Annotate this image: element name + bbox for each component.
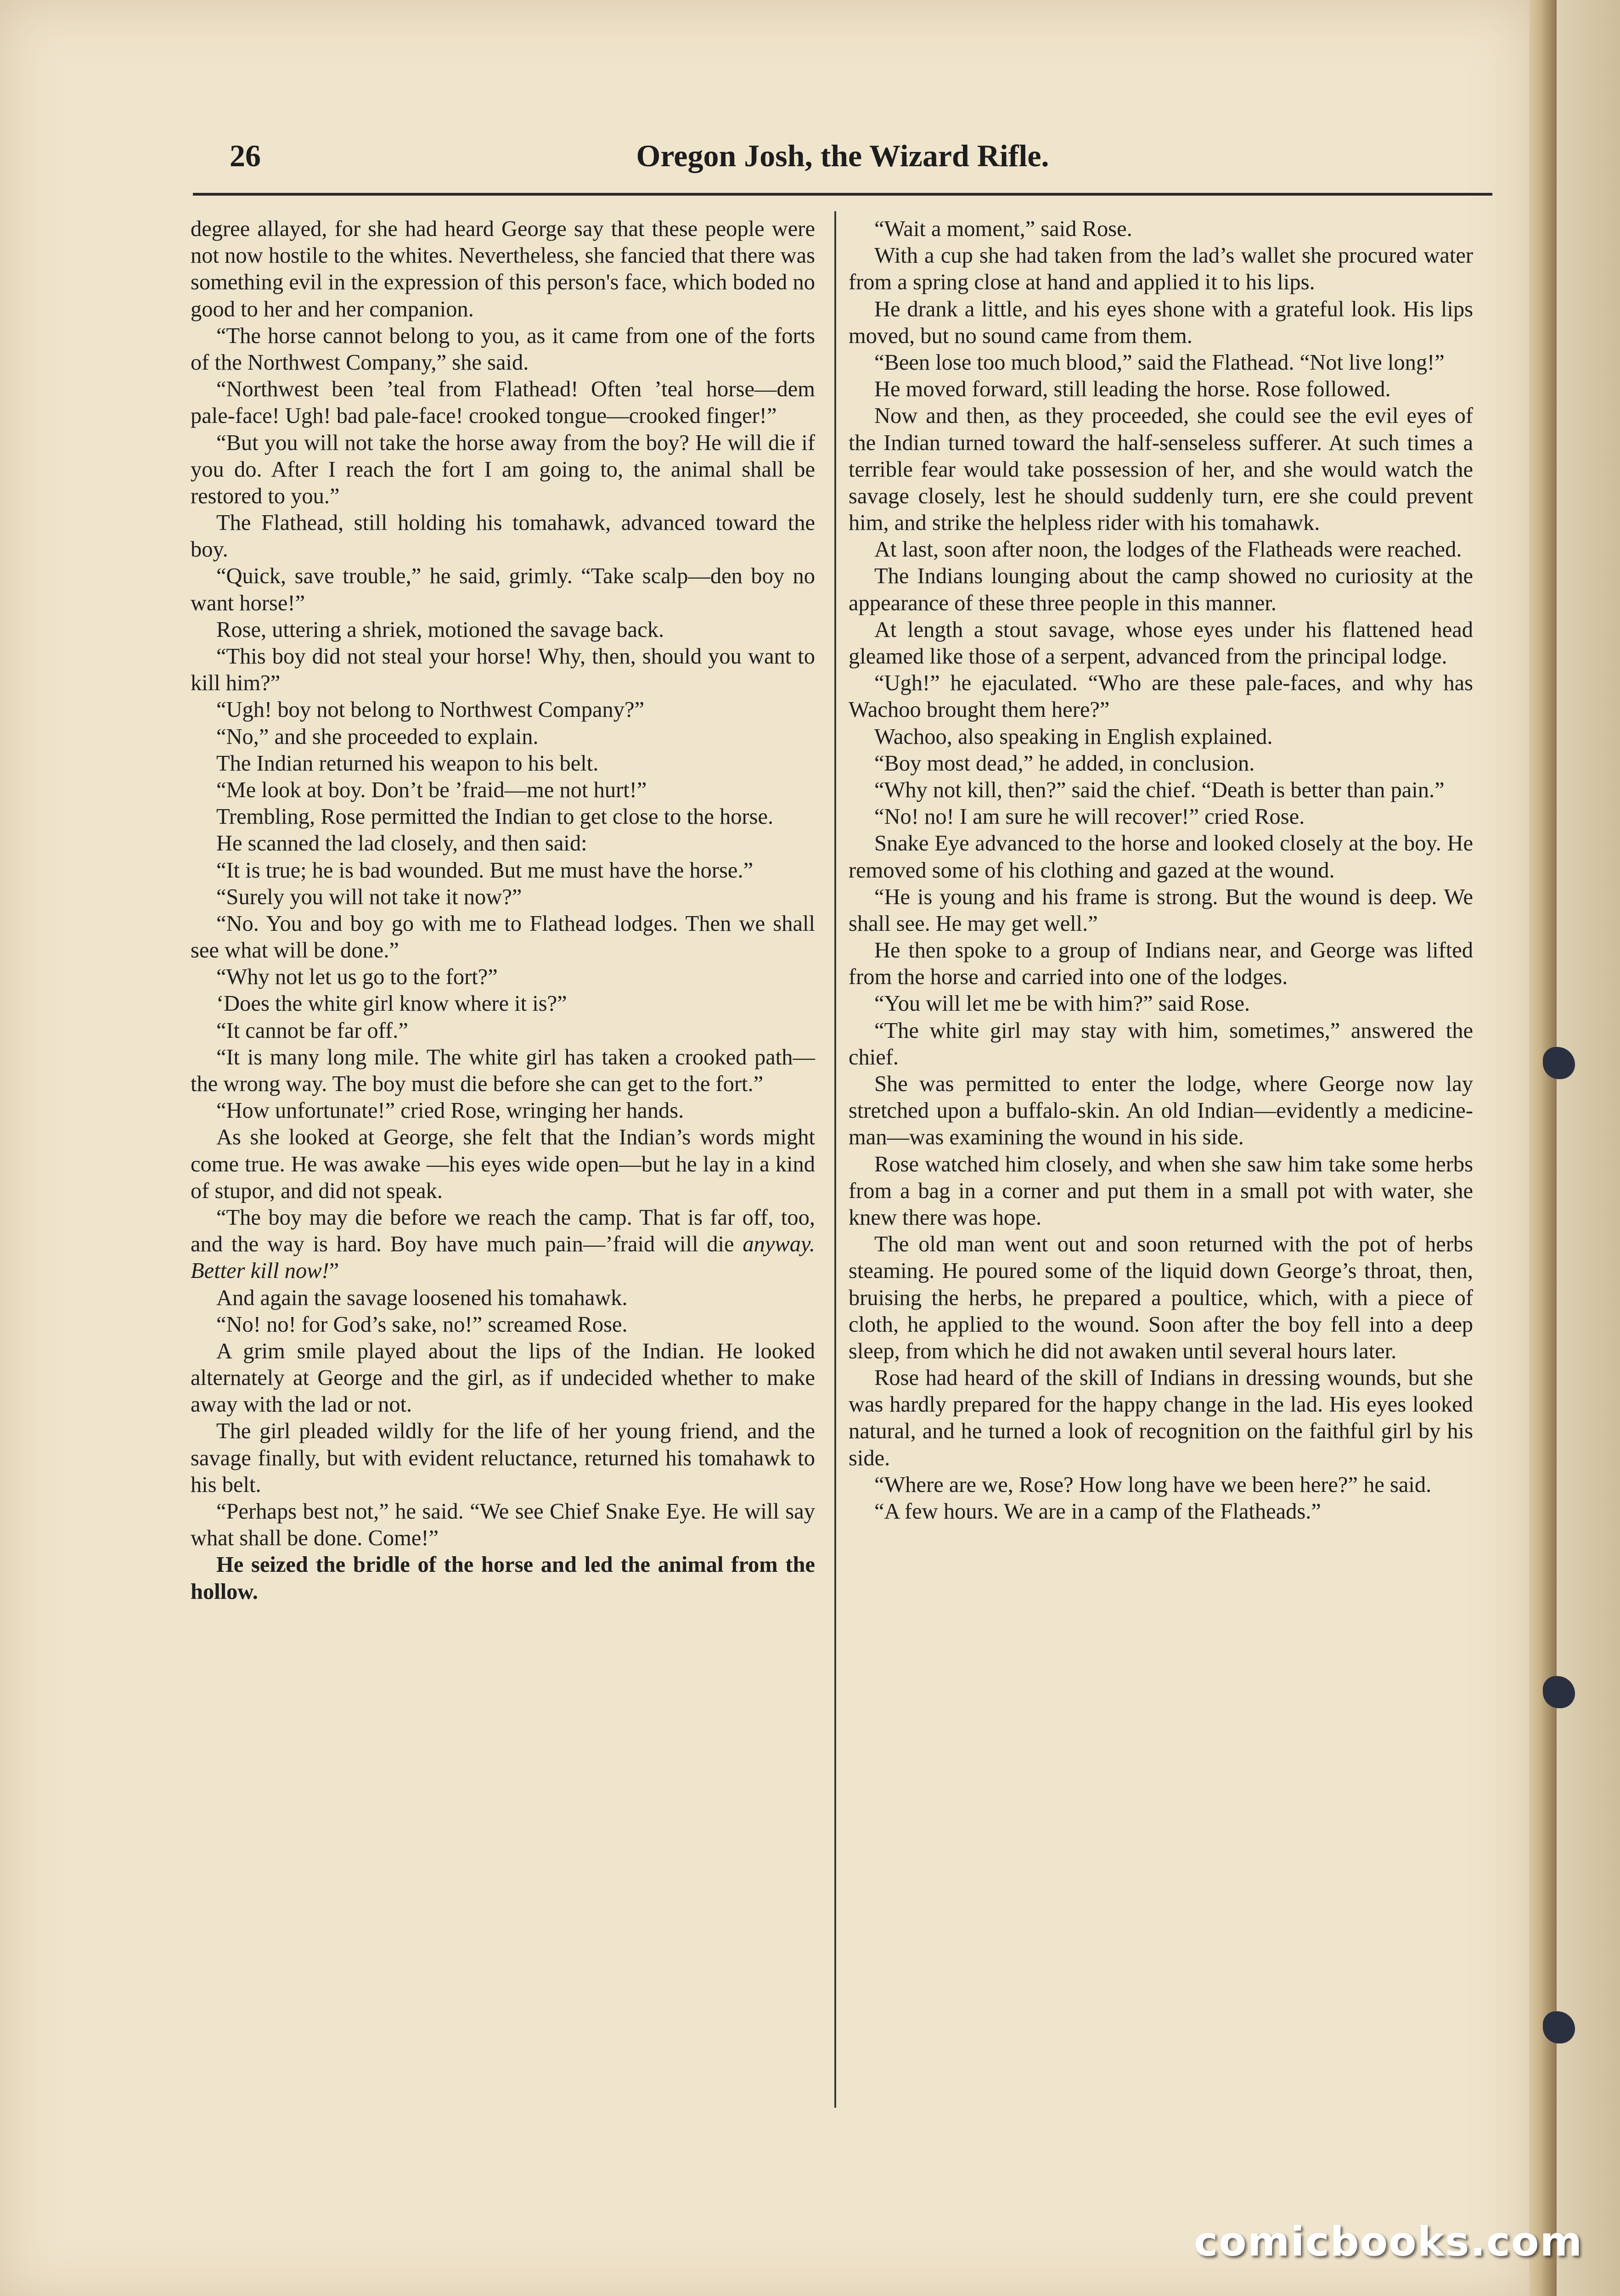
paragraph: “He is young and his frame is strong. But the wound is deep. We shall see. He may get well.”	[849, 884, 1473, 936]
paragraph: Snake Eye advanced to the horse and looked closely at the boy. He removed some of his clothing and gazed at the wound.	[849, 831, 1473, 883]
paragraph: “The horse cannot belong to you, as it came from one of the forts of the Northwest Company,” she said.	[191, 323, 815, 375]
paragraph: “It is many long mile. The white girl has taken a crooked path—the wrong way. The boy must die before she can get to the fort.”	[191, 1045, 815, 1096]
paragraph: “Been lose too much blood,” said the Flathead. “Not live long!”	[874, 350, 1445, 375]
paragraph: The Indians lounging about the camp showed no curiosity at the appearance of these three people in this manner.	[849, 564, 1473, 615]
paragraph: The Indian returned his weapon to his belt.	[216, 751, 599, 776]
paragraph: “You will let me be with him?” said Rose.	[874, 991, 1250, 1016]
paragraph: “Ugh! boy not belong to Northwest Company?”	[216, 698, 645, 722]
paragraph: He then spoke to a group of Indians near, and George was lifted from the horse and carried into one of the lodges.	[849, 938, 1473, 990]
paragraph: “No. You and boy go with me to Flathead lodges. Then we shall see what will be done.”	[191, 911, 815, 963]
paragraph: “Surely you will not take it now?”	[216, 884, 522, 909]
header-rule	[193, 193, 1492, 196]
watermark: comicbooks.com	[1194, 2218, 1583, 2265]
paragraph: “Northwest been ’teal from Flathead! Often ’teal horse—dem pale-face! Ugh! bad pale-face! crooked tongue—crooked finger!”	[191, 377, 815, 428]
paragraph: “Wait a moment,” said Rose.	[874, 217, 1132, 241]
running-title: Oregon Josh, the Wizard Rifle.	[636, 138, 1049, 173]
paragraph: The old man went out and soon returned with the pot of herbs steaming. He poured some of the liquid down George’s throat, then, bruising the herbs, he prepared a poultice, which, with a piece of cloth, he applied to the wound. Soon after the boy fell into a deep sleep, from which he did not awaken until several hours later.	[849, 1232, 1473, 1363]
paragraph: “No,” and she proceeded to explain.	[216, 724, 539, 749]
book-spine	[1529, 0, 1557, 2296]
paragraph: “A few hours. We are in a camp of the Flatheads.”	[874, 1499, 1321, 1524]
paragraph: “Why not kill, then?” said the chief. “Death is better than pain.”	[874, 777, 1445, 802]
page-header	[193, 138, 1492, 188]
paragraph: “Boy most dead,” he added, in conclusion.	[874, 751, 1255, 776]
paragraph: The girl pleaded wildly for the life of her young friend, and the savage finally, but with evident reluctance, returned his tomahawk to his belt.	[191, 1419, 815, 1497]
paragraph: He scanned the lad closely, and then said:	[216, 831, 587, 856]
paragraph: As she looked at George, she felt that the Indian’s words might come true. He was awake —his eyes wide open—but he lay in a kind of stupor, and did not speak.	[191, 1125, 815, 1203]
paragraph: “It cannot be far off.”	[216, 1018, 408, 1043]
paragraph: At length a stout savage, whose eyes under his flattened head gleamed like those of a serpent, advanced from the principal lodge.	[849, 617, 1473, 669]
page-number: 26	[230, 138, 261, 173]
paragraph: “Ugh!” he ejaculated. “Who are these pale-faces, and why has Wachoo brought them here?”	[849, 671, 1473, 722]
paragraph: “Me look at boy. Don’t be ’fraid—me not hurt!”	[216, 777, 647, 802]
paragraph: Rose had heard of the skill of Indians in dressing wounds, but she was hardly prepared for the happy change in the lad. His eyes looked natural, and he turned a look of recognition on the faithful girl by his side.	[849, 1366, 1473, 1470]
paragraph: “It is true; he is bad wounded. But me must have the horse.”	[216, 858, 754, 883]
paragraph: “The white girl may stay with him, sometimes,” answered the chief.	[849, 1018, 1473, 1069]
paragraph: With a cup she had taken from the lad’s wallet she procured water from a spring close at hand and applied it to his lips.	[849, 243, 1473, 295]
paragraph: She was permitted to enter the lodge, where George now lay stretched upon a buffalo-skin. An old Indian—evidently a medicine-man—was examining the wound in his side.	[849, 1072, 1473, 1150]
column-divider	[834, 211, 836, 2108]
paragraph: “Perhaps best not,” he said. “We see Chief Snake Eye. He will say what shall be done. Come!”	[191, 1499, 815, 1551]
paragraph: Wachoo, also speaking in English explained.	[874, 724, 1273, 749]
paragraph: And again the savage loosened his tomahawk.	[216, 1285, 628, 1310]
paragraph: “No! no! I am sure he will recover!” cried Rose.	[874, 805, 1305, 829]
paragraph: The Flathead, still holding his tomahawk, advanced toward the boy.	[191, 511, 815, 562]
paragraph: Trembling, Rose permitted the Indian to get close to the horse.	[216, 805, 774, 829]
paragraph: “Quick, save trouble,” he said, grimly. “Take scalp—den boy no want horse!”	[191, 564, 815, 615]
paragraph: “No! no! for God’s sake, no!” screamed Rose.	[216, 1312, 628, 1337]
paragraph: Now and then, as they proceeded, she could see the evil eyes of the Indian turned toward the half-senseless sufferer. At such times a terrible fear would take possession of her, and she would watch the savage closely, lest he should suddenly turn, ere she could prevent him, and strike the helpless rider with his tomahawk.	[849, 404, 1473, 535]
paragraph: At last, soon after noon, the lodges of the Flatheads were reached.	[874, 537, 1462, 562]
paragraph: “How unfortunate!” cried Rose, wringing her hands.	[216, 1098, 684, 1123]
paragraph: He seized the bridle of the horse and led the animal from the hollow.	[191, 1553, 815, 1604]
right-column	[849, 216, 1473, 1525]
left-column	[191, 216, 815, 1605]
paragraph: Rose, uttering a shriek, motioned the savage back.	[216, 617, 664, 642]
paragraph: “But you will not take the horse away from the boy? He will die if you do. After I reach the fort I am going to, the animal shall be restored to you.”	[191, 430, 815, 508]
paragraph: “Why not let us go to the fort?”	[216, 965, 498, 990]
paragraph: “Where are we, Rose? How long have we been here?” he said.	[874, 1472, 1432, 1497]
paragraph: “The boy may die before we reach the camp. That is far off, too, and the way is hard. Boy have much pain—’fraid will die anyway. Better kill now!”	[191, 1205, 815, 1283]
paragraph: degree allayed, for she had heard George say that these people were not now hostile to the whites. Nevertheless, she fancied that there was something evil in the expression of this person's face, which boded no good to her and her companion.	[191, 217, 815, 321]
paragraph: Rose watched him closely, and when she saw him take some herbs from a bag in a corner and put them in a small pot with water, she knew there was hope.	[849, 1152, 1473, 1230]
paragraph: He drank a little, and his eyes shone with a grateful look. His lips moved, but no sound came from them.	[849, 297, 1473, 348]
paragraph: He moved forward, still leading the horse. Rose followed.	[874, 377, 1391, 402]
paragraph: A grim smile played about the lips of the Indian. He looked alternately at George and the girl, as if undecided whether to make away with the lad or not.	[191, 1339, 815, 1417]
paragraph: “This boy did not steal your horse! Why, then, should you want to kill him?”	[191, 644, 815, 696]
paragraph: ‘Does the white girl know where it is?”	[216, 991, 567, 1016]
facing-page-edge	[1557, 0, 1620, 2296]
